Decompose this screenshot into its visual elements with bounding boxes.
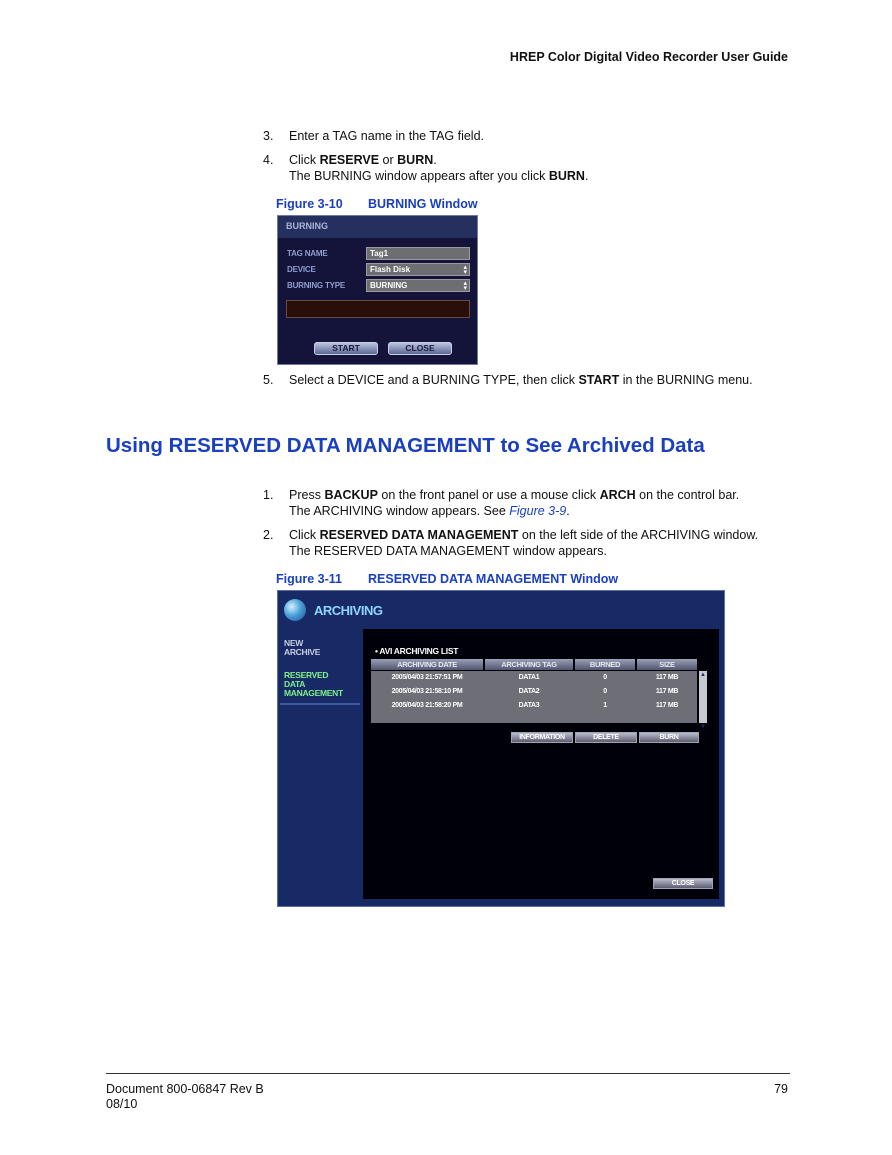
- sidebar-reserved-data-management: RESERVED DATA MANAGEMENT: [284, 670, 343, 698]
- device-select: Flash Disk ▴ ▾: [366, 263, 470, 276]
- table-cell: 2005/04/03 21:58:20 PM: [391, 702, 463, 709]
- column-header-tag: ARCHIVING TAG: [485, 659, 573, 670]
- close-button: CLOSE: [653, 878, 713, 889]
- step-4: 4. Click RESERVE or BURN. The BURNING window appears after you click BURN.: [263, 153, 589, 183]
- archiving-title: ARCHIVING: [314, 603, 383, 618]
- footer-rule: [106, 1073, 790, 1074]
- sidebar-divider: [280, 703, 360, 705]
- tag-name-field: Tag1: [366, 247, 470, 260]
- globe-icon: [284, 599, 306, 621]
- burn-button: BURN: [639, 732, 699, 743]
- page-number: 79: [774, 1082, 788, 1096]
- close-button: CLOSE: [388, 342, 452, 355]
- column-header-size: SIZE: [637, 659, 697, 670]
- table-cell: 117 MB: [655, 688, 679, 695]
- list-title: • AVI ARCHIVING LIST: [375, 646, 459, 656]
- delete-button: DELETE: [575, 732, 637, 743]
- progress-area: [286, 300, 470, 318]
- step-2: 2. Click RESERVED DATA MANAGEMENT on the left side of the ARCHIVING window. The RESERVED DATA MANAGEMENT window appears.: [263, 528, 759, 558]
- column-header-burned: BURNED: [575, 659, 635, 670]
- table-cell: 2005/04/03 21:58:10 PM: [391, 688, 463, 695]
- information-button: INFORMATION: [511, 732, 573, 743]
- figure-3-9-link[interactable]: Figure 3-9: [509, 504, 567, 518]
- table-cell: 117 MB: [655, 702, 679, 709]
- scroll-down-icon: ▼: [700, 724, 706, 730]
- spinner-icon: ▴ ▾: [463, 264, 467, 276]
- section-heading: Using RESERVED DATA MANAGEMENT to See Archived Data: [106, 434, 705, 457]
- table-cell: 2005/04/03 21:57:51 PM: [391, 674, 463, 681]
- spinner-icon: ▴ ▾: [463, 280, 467, 292]
- step-1: 1. Press BACKUP on the front panel or use a mouse click ARCH on the control bar. The ARCHIVING window appears. See Figure 3-9.: [263, 488, 740, 518]
- start-button: START: [314, 342, 378, 355]
- table-cell: 117 MB: [655, 674, 679, 681]
- burning-title-bar: BURNING: [278, 216, 477, 238]
- sidebar-new-archive: NEW ARCHIVE: [284, 638, 321, 657]
- burning-window-figure: [277, 215, 478, 365]
- device-label: DEVICE: [287, 265, 316, 274]
- archiving-window-figure: [277, 590, 725, 907]
- burning-type-label: BURNING TYPE: [287, 281, 346, 290]
- table-cell: DATA1: [518, 674, 540, 681]
- footer-document: Document 800-06847 Rev B 08/10: [106, 1082, 264, 1111]
- running-header: HREP Color Digital Video Recorder User Guide: [509, 50, 788, 64]
- table-cell: DATA3: [518, 702, 540, 709]
- scroll-up-icon: ▲: [700, 672, 706, 678]
- tag-name-label: TAG NAME: [287, 249, 328, 258]
- step-5: 5. Select a DEVICE and a BURNING TYPE, then click START in the BURNING menu.: [263, 373, 753, 387]
- figure-caption-3-10: Figure 3-10 BURNING Window: [276, 197, 478, 211]
- table-cell: 0: [603, 688, 607, 695]
- table-cell: DATA2: [518, 688, 540, 695]
- archiving-list-panel: [363, 629, 719, 899]
- table-cell: 0: [603, 674, 607, 681]
- step-3: 3. Enter a TAG name in the TAG field.: [263, 129, 485, 143]
- table-cell: 1: [603, 702, 607, 709]
- burning-type-select: BURNING ▴ ▾: [366, 279, 470, 292]
- column-header-date: ARCHIVING DATE: [371, 659, 483, 670]
- figure-caption-3-11: Figure 3-11 RESERVED DATA MANAGEMENT Window: [276, 572, 619, 586]
- scrollbar: [699, 671, 707, 730]
